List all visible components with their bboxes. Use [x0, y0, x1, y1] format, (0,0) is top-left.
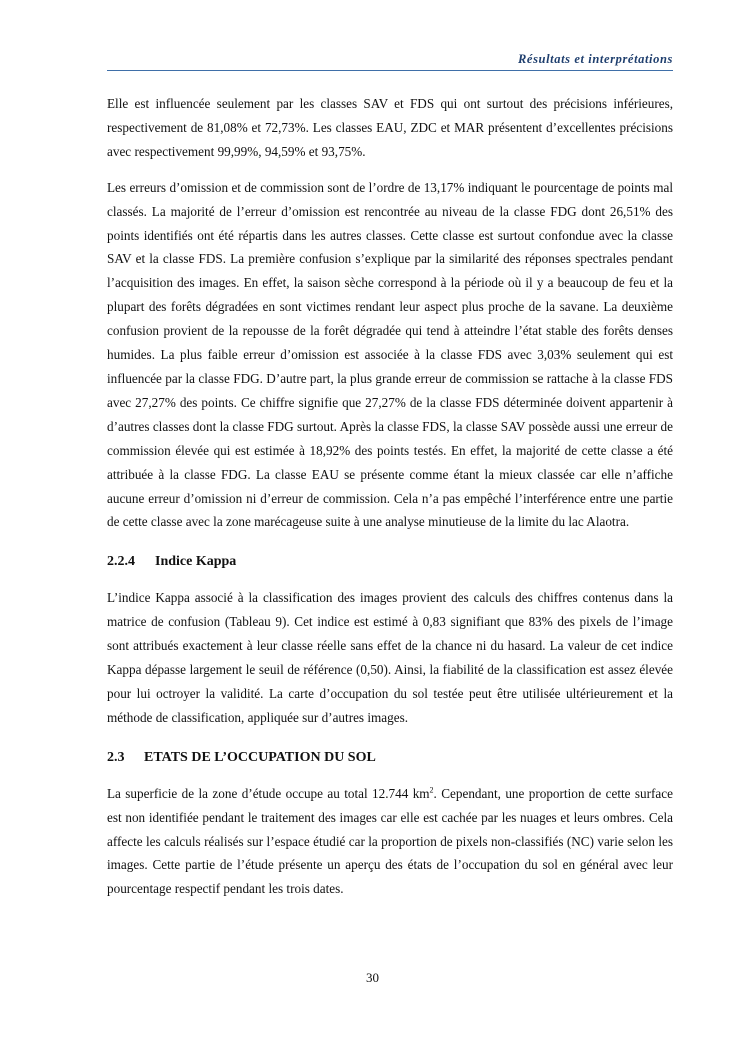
heading-number: 2.3 — [107, 749, 125, 765]
heading-indice-kappa — [107, 552, 673, 572]
running-header: Résultats et interprétations — [517, 52, 673, 66]
heading-title: ETATS DE L’OCCUPATION DU SOL — [144, 749, 376, 765]
heading-etats-occupation — [107, 748, 673, 768]
paragraph-superficie — [107, 782, 673, 902]
superficie-text: La superficie de la zone d’étude occupe au total 12.744 km — [107, 785, 430, 801]
header-rule — [107, 70, 673, 71]
page-content — [107, 92, 673, 913]
heading-title: Indice Kappa — [155, 554, 237, 570]
superscript-2: 2 — [429, 785, 434, 795]
paragraph-omission-commission: Les erreurs d’omission et de commission sont de l’ordre de 13,17% indiquant le pourcentage de points mal classés. La majorité de l’erreur d’omission est rencontrée au niveau de la classe FDG dont 26,51% des points identifiés ont été répartis dans les autres classes. Cette classe est surtout confondue avec la classe SAV et la classe FDS. La première confusion s’explique par la similarité des réponses spectrales pendant l’acquisition des images. En effet, la saison sèche correspond à la période où il y a beaucoup de feu et la plupart des forêts dégradées en sont victimes rendant leur aspect plus proche de la savane. La deuxième confusion provient de la repousse de la forêt dégradée qui tend à atteindre l’état stable des forêts denses humides. La plus faible erreur d’omission est associée à la classe FDS avec 3,03% seulement qui est influencée par la classe FDG. D’autre part, la plus grande erreur de commission se rattache à la classe FDS avec 27,27% des points. Ce chiffre signifie que 27,27% de la classe FDS déterminée doivent appartenir à d’autres classes dont la classe FDG surtout. Après la classe FDS, la classe SAV possède aussi une erreur de commission élevée qui est estimée à 18,92% des points testés. En effet, la majorité de cette classe a été attribuée à la classe FDG. La classe EAU se présente comme étant la mieux classée car elle n’affiche aucune erreur d’omission ni d’erreur de commission. Cela n’a pas empêché l’interférence entre une partie de cette classe avec la zone marécageuse suite à une analyse minutieuse de la limite du lac Alaotra. — [107, 179, 673, 530]
heading-number: 2.2.4 — [107, 554, 135, 570]
page-number: 30 — [366, 970, 379, 985]
superficie-text-continued: . Cependant, une proportion de cette surface est non identifiée pendant le traitement des images car elle est cachée par les nuages et leurs ombres. Cela affecte les calculs réalisés sur l’espace étudié car la proportion de pixels non-classifiés (NC) varie selon les images. Cette partie de l’étude présente un aperçu des états de l’occupation du sol en général avec leur pourcentage respectif pendant les trois dates. — [107, 785, 673, 897]
paragraph-precision: Elle est influencée seulement par les classes SAV et FDS qui ont surtout des précisions inférieures, respectivement de 81,08% et 72,73%. Les classes EAU, ZDC et MAR présentent d’excellentes précisions avec respectivement 99,99%, 94,59% et 93,75%. — [107, 96, 673, 159]
paragraph-kappa: L’indice Kappa associé à la classification des images provient des calculs des chiffres contenus dans la matrice de confusion (Tableau 9). Cet indice est estimé à 0,83 signifiant que 83% des pixels de l’image sont attribués exactement à leur classe réelle sans effet de la chance ni du hasard. La valeur de cet indice Kappa dépasse largement le seuil de référence (0,50). Ainsi, la fiabilité de la classification est assez élevée pour lui octroyer la validité. La carte d’occupation du sol testée peut être utilisée ultérieurement et la méthode de classification, appliquée sur d’autres images. — [107, 590, 673, 725]
